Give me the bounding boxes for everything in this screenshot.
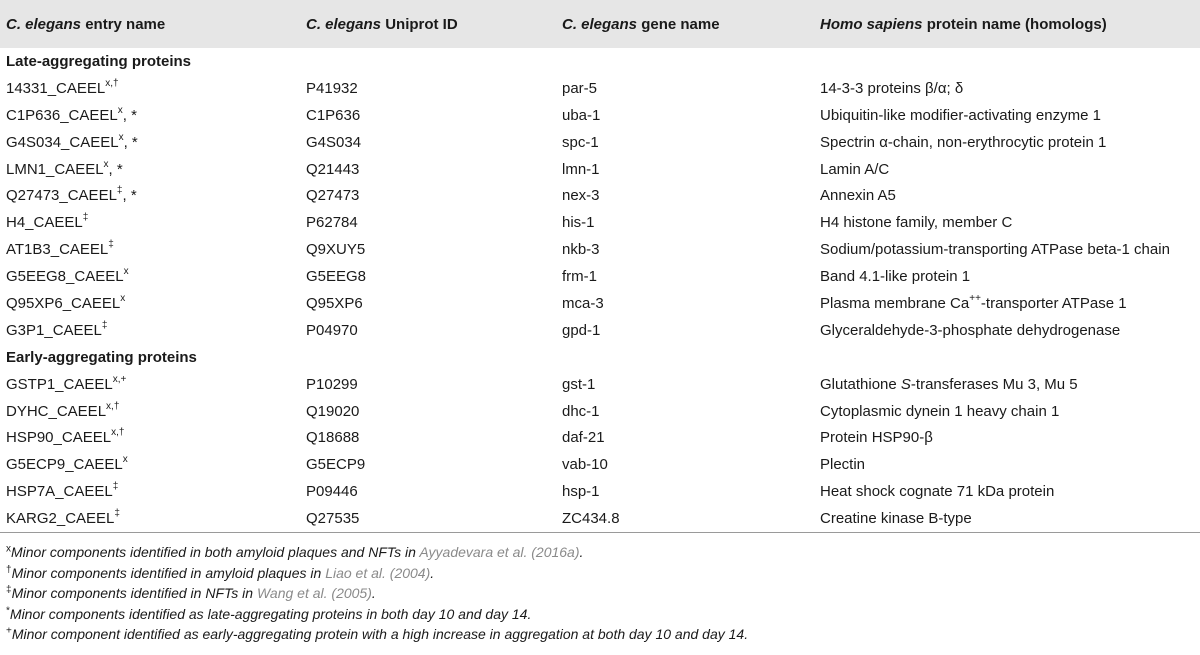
footnote: †Minor components identified in amyloid plaques in Liao et al. (2004). (6, 563, 435, 581)
citation-link[interactable]: Liao et al. (2004) (325, 564, 431, 581)
citation-link[interactable]: Ayyadevara et al. (2016a) (419, 544, 580, 560)
table-footnotes (6, 542, 1196, 645)
table-header-row (0, 0, 1200, 48)
table-row: Q95XP6_CAEEL$^x$ Q95XP6 mca-3 Plasma membrane Ca++-transporter ATPase 1 (6, 292, 1127, 312)
table-row: $GSTP1\_CAEEL^{x,+}$ P10299 gst-1 Glutathione S-transferases Mu 3, Mu 5 (6, 373, 1078, 393)
table-row: G3P1_CAEEL‡ P04970 gpd-1 Glyceraldehyde-3-phosphate dehydrogenase (6, 319, 1121, 339)
table-row: G5ECP9_CAEEL$^x$ G5ECP9 vab-10 Plectin (6, 454, 866, 474)
table-row: KARG2_CAEEL‡ Q27535 ZC434.8 Creatine kinase B-type (0, 505, 1200, 532)
footnote: +Minor component identified as early-aggregating protein with a high increase in aggregation at both day 10 and day 14. (6, 625, 749, 642)
header-gene-name: C. elegans gene name (562, 15, 720, 33)
table-row: $HSP90\_CAEEL^{x,\dagger}$ Q18688 daf-21 Protein HSP90-β (6, 427, 933, 447)
table-row: Q27473_CAEEL‡, * Q27473 nex-3 Annexin A5 (6, 185, 896, 205)
table-row: LMN1_CAEEL$^x$, * Q21443 lmn-1 Lamin A/C (6, 158, 890, 178)
footnote: ‡Minor components identified in NFTs in Wang et al. (2005). (6, 584, 376, 601)
header-homolog-name: Homo sapiens protein name (homologs) (820, 15, 1107, 33)
citation-link[interactable]: Wang et al. (2005) (256, 585, 372, 601)
section-late-aggregating: Late-aggregating proteins (6, 52, 192, 70)
table-row: $DYHC\_CAEEL^{x,\dagger}$ Q19020 dhc-1 Cytoplasmic dynein 1 heavy chain 1 (6, 400, 1060, 420)
footnote: *Minor components identified as late-aggregating proteins in both day 10 and day 14. (6, 604, 532, 622)
table-row: $14331\_CAEEL^{x,\dagger}$ P41932 par-5 14-3-3 proteins β/α; δ (6, 77, 964, 97)
table-row: H4_CAEEL‡ P62784 his-1 H4 histone family, member C (6, 212, 1013, 232)
table-row: C1P636_CAEEL$^x$, * C1P636 uba-1 Ubiquitin-like modifier-activating enzyme 1 (6, 104, 1101, 124)
header-uniprot-id: C. elegans Uniprot ID (306, 15, 458, 33)
header-entry-name: C. elegans entry name (6, 15, 166, 33)
table-row: AT1B3_CAEEL‡ Q9XUY5 nkb-3 Sodium/potassium-transporting ATPase beta-1 chain (6, 239, 1170, 259)
table-row: G5EEG8_CAEEL$^x$ G5EEG8 frm-1 Band 4.1-like protein 1 (6, 266, 971, 286)
table-row: G4S034_CAEEL$^x$, * G4S034 spc-1 Spectrin α-chain, non-erythrocytic protein 1 (6, 131, 1107, 151)
table-row: HSP7A_CAEEL‡ P09446 hsp-1 Heat shock cognate 71 kDa protein (6, 481, 1055, 501)
section-early-aggregating: Early-aggregating proteins (6, 348, 197, 366)
footnote: $^x$Minor components identified in both amyloid plaques and NFTs in Ayyadevara et al. (2016a). (6, 543, 584, 560)
